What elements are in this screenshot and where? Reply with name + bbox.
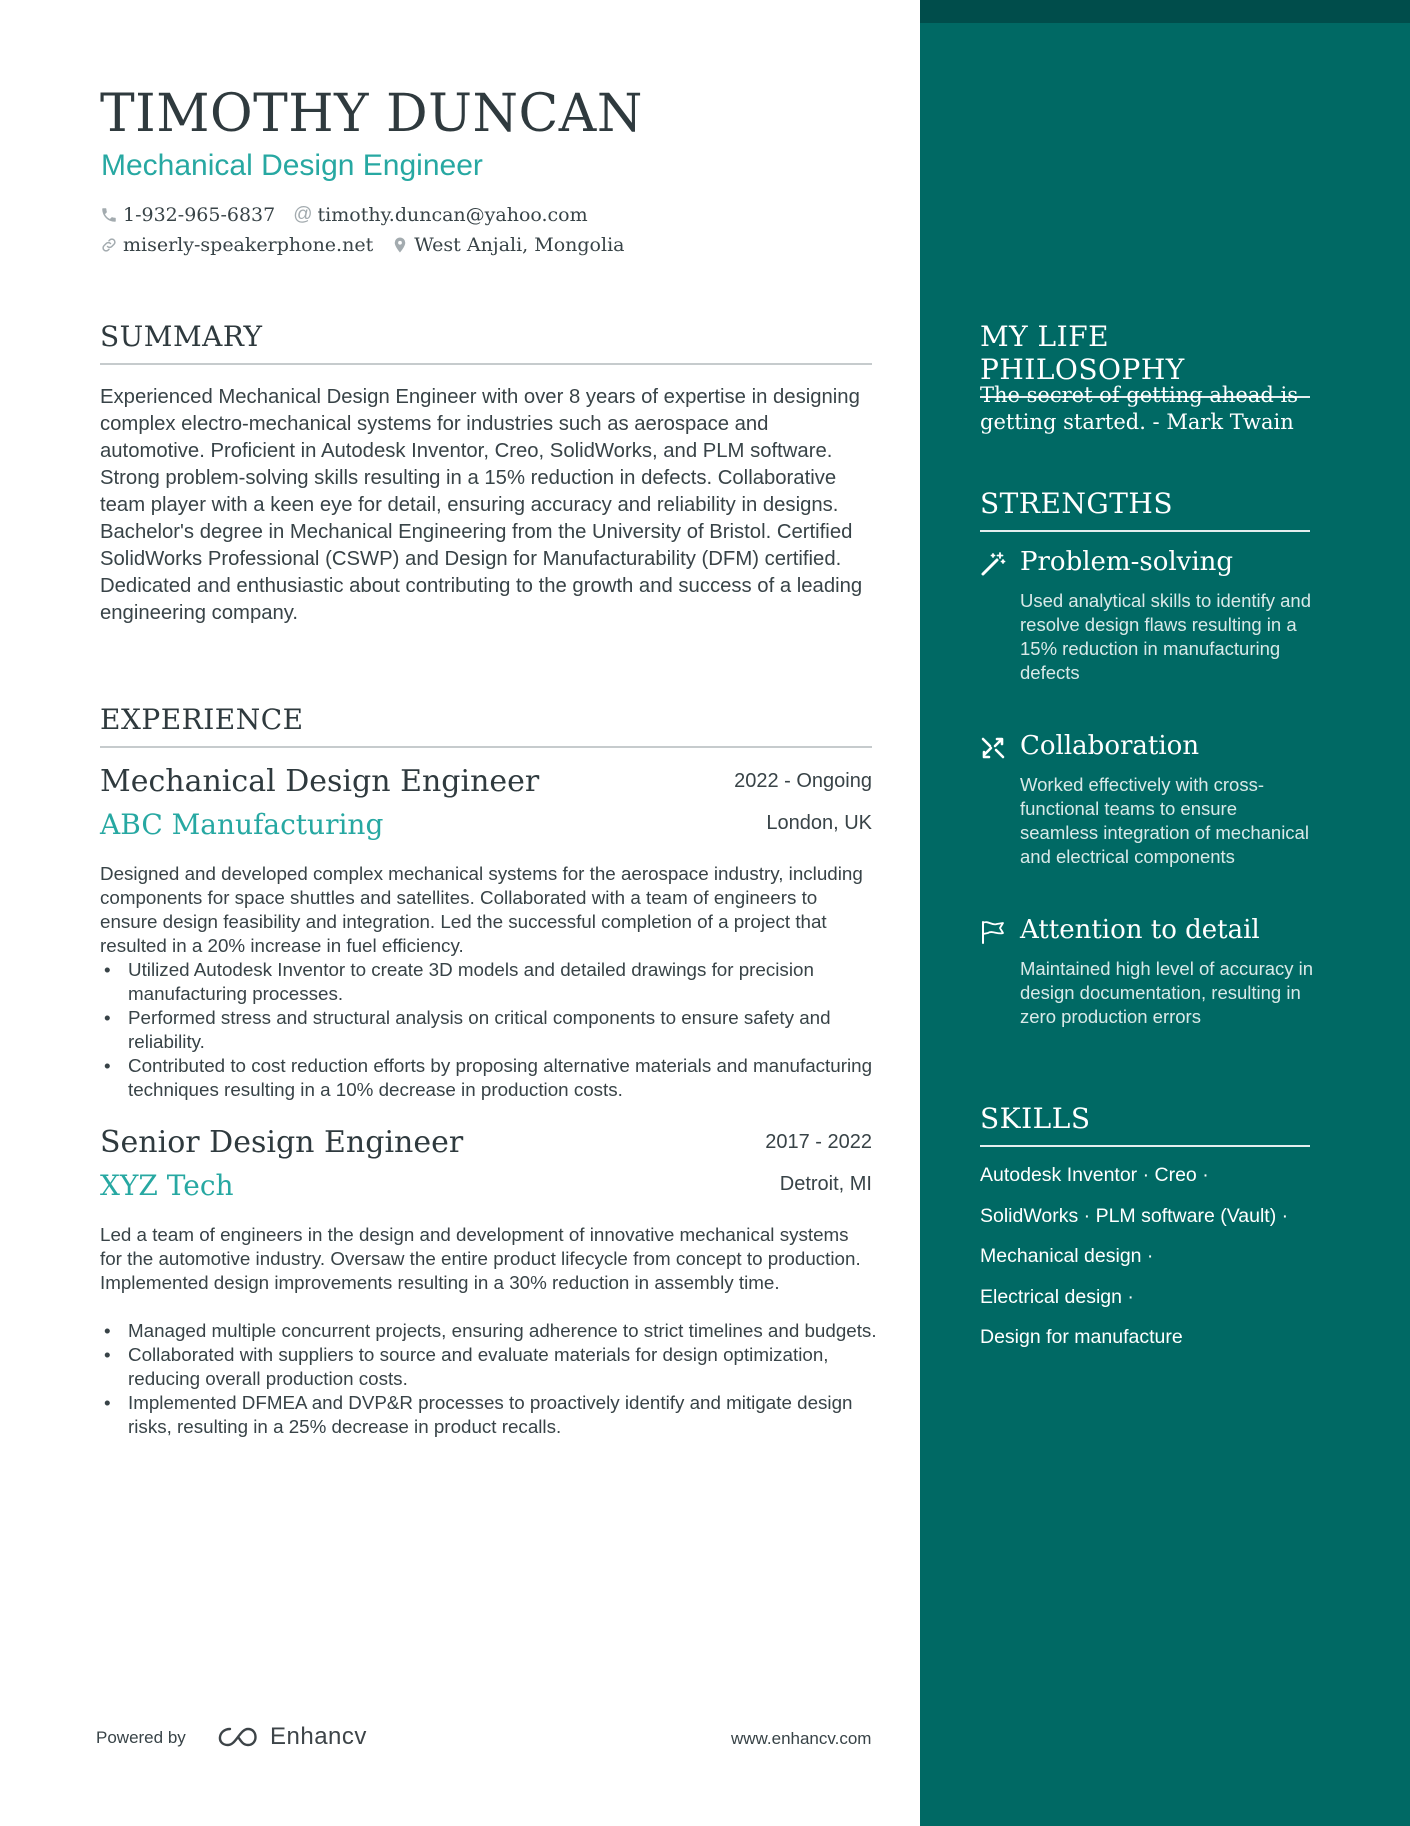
experience-company[interactable]: ABC Manufacturing bbox=[100, 808, 384, 841]
skill-line: Design for manufacture bbox=[980, 1326, 1183, 1348]
experience-bullets bbox=[100, 1319, 877, 1439]
bullet-item: • Managed multiple concurrent projects, ensuring adherence to strict timelines and budgets. bbox=[128, 1319, 877, 1343]
bullet-item: • Implemented DFMEA and DVP&R processes to proactively identify and mitigate design risks, resulting in a 25% decrease in product recalls. bbox=[128, 1391, 877, 1439]
philosophy-quote: The secret of getting ahead is getting started. - Mark Twain bbox=[980, 383, 1298, 434]
experience-heading: EXPERIENCE bbox=[100, 703, 872, 748]
summary-heading: SUMMARY bbox=[100, 320, 872, 365]
skills-list bbox=[980, 1164, 1320, 1367]
email-text: timothy.duncan@yahoo.com bbox=[317, 204, 588, 226]
at-icon: @ bbox=[293, 204, 313, 225]
experience-description: Led a team of engineers in the design and development of innovative mechanical systems for the automotive industry. Oversaw the entire product lifecycle from concept to production. Implemented design improvements resulting in a 30% reduction in assembly time. bbox=[100, 1224, 861, 1293]
experience-bullets bbox=[100, 958, 877, 1102]
strength-title: Problem-solving bbox=[1020, 547, 1234, 577]
website-item[interactable] bbox=[100, 234, 373, 256]
contact-row-2 bbox=[100, 234, 642, 256]
bullet-item: • Collaborated with suppliers to source and evaluate materials for design optimization, reducing overall production costs. bbox=[128, 1343, 877, 1391]
contact-row-1 bbox=[100, 204, 606, 226]
flag-icon bbox=[980, 919, 1006, 945]
skills-heading: SKILLS bbox=[980, 1102, 1310, 1147]
experience-role: Senior Design Engineer bbox=[100, 1125, 464, 1160]
handshake-icon bbox=[980, 735, 1006, 761]
link-icon bbox=[100, 236, 118, 254]
phone-text: 1-932-965-6837 bbox=[123, 204, 276, 226]
magic-wand-icon bbox=[980, 551, 1006, 577]
experience-description: Designed and developed complex mechanical systems for the aerospace industry, including components for space shuttles and satellites. Collaborated with a team of engineers to ensure design feasibility and integration. Led the successful completion of a project that resulted in a 20% increase in fuel efficiency. bbox=[100, 863, 863, 956]
experience-company[interactable]: XYZ Tech bbox=[100, 1169, 234, 1202]
location-pin-icon bbox=[391, 236, 409, 254]
sidebar-top-bar bbox=[920, 0, 1410, 23]
experience-dates: 2022 - Ongoing bbox=[734, 770, 872, 792]
website-text: miserly-speakerphone.net bbox=[123, 234, 374, 256]
experience-location: London, UK bbox=[766, 812, 872, 834]
skill-line: Electrical design · bbox=[980, 1285, 1134, 1308]
experience-role: Mechanical Design Engineer bbox=[100, 764, 540, 799]
strengths-heading: STRENGTHS bbox=[980, 487, 1310, 532]
location-text: West Anjali, Mongolia bbox=[414, 234, 625, 256]
sidebar bbox=[920, 0, 1410, 1826]
strength-description: Maintained high level of accuracy in design documentation, resulting in zero production errors bbox=[1020, 958, 1314, 1027]
skill-line: Autodesk Inventor · Creo · bbox=[980, 1164, 1209, 1186]
strength-description: Used analytical skills to identify and resolve design flaws resulting in a 15% reduction in manufacturing defects bbox=[1020, 590, 1312, 683]
job-title: Mechanical Design Engineer bbox=[101, 149, 483, 182]
powered-by-label: Powered by bbox=[96, 1728, 186, 1747]
enhancv-logo-icon bbox=[214, 1724, 262, 1750]
experience-location: Detroit, MI bbox=[779, 1173, 872, 1195]
phone-item[interactable] bbox=[100, 204, 275, 226]
experience-dates: 2017 - 2022 bbox=[765, 1131, 872, 1153]
strength-title: Collaboration bbox=[1020, 731, 1200, 761]
footer-website[interactable]: www.enhancv.com bbox=[731, 1729, 872, 1748]
email-item[interactable] bbox=[293, 204, 587, 226]
enhancv-logo-text: Enhancv bbox=[270, 1723, 367, 1750]
bullet-item: • Utilized Autodesk Inventor to create 3D models and detailed drawings for precision manufacturing processes. bbox=[128, 958, 877, 1006]
skill-line: SolidWorks · PLM software (Vault) · bbox=[980, 1204, 1289, 1227]
footer bbox=[0, 1723, 920, 1753]
skill-line: Mechanical design · bbox=[980, 1245, 1154, 1267]
philosophy-heading: MY LIFE PHILOSOPHY bbox=[980, 320, 1310, 398]
phone-icon bbox=[100, 206, 118, 224]
strength-description: Worked effectively with cross-functional teams to ensure seamless integration of mechanical and electrical components bbox=[1020, 774, 1309, 867]
bullet-item: • Performed stress and structural analysis on critical components to ensure safety and reliability. bbox=[128, 1006, 877, 1054]
summary-text: Experienced Mechanical Design Engineer with over 8 years of expertise in designing complex electro-mechanical systems for industries such as aerospace and automotive. Proficient in Autodesk Inventor, Creo, SolidWorks, and PLM software. Strong problem-solving skills resulting in a 15% reduction in defects. Collaborative team player with a keen eye for detail, ensuring accuracy and reliability in designs. Bachelor's degree in Mechanical Engineering from the University of Bristol. Certified SolidWorks Professional (CSWP) and Design for Manufacturability (DFM) certified. Dedicated and enthusiastic about contributing to the growth and success of a leading engineering company. bbox=[100, 386, 863, 624]
enhancv-logo[interactable] bbox=[214, 1723, 367, 1751]
strength-title: Attention to detail bbox=[1020, 915, 1260, 945]
location-item bbox=[391, 234, 624, 256]
bullet-item: • Contributed to cost reduction efforts by proposing alternative materials and manufacturing techniques resulting in a 10% decrease in production costs. bbox=[128, 1054, 877, 1102]
candidate-name: TIMOTHY DUNCAN bbox=[100, 84, 643, 144]
